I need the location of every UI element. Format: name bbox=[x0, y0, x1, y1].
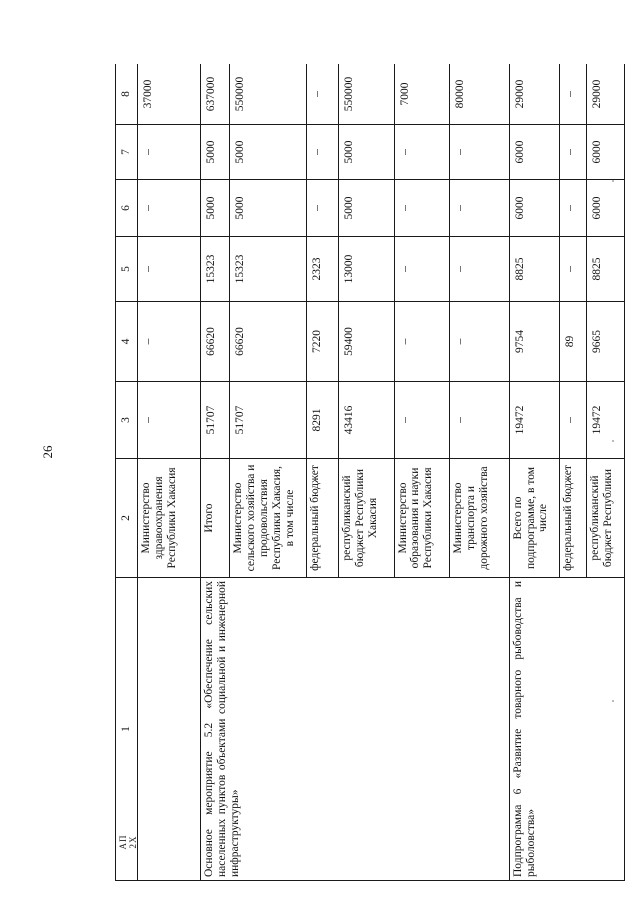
executor-cell: Итого bbox=[200, 459, 229, 578]
value-cell: – bbox=[138, 237, 201, 302]
value-cell: 29000 bbox=[509, 64, 559, 125]
program-cell: Основное мероприятие 5.2 «Обеспечение сельских населенных пунктов объектами социальной и инженерной инфраструктуры» bbox=[200, 578, 509, 881]
executor-cell: Всего по подпрограмме, в том числе bbox=[509, 459, 559, 578]
header-cell: 5 bbox=[116, 237, 138, 302]
value-cell: 7000 bbox=[394, 64, 450, 125]
value-cell: 8291 bbox=[306, 382, 338, 459]
value-cell: 43416 bbox=[339, 382, 395, 459]
table-row bbox=[138, 64, 201, 881]
value-cell: 5000 bbox=[339, 125, 395, 180]
header-cell: 6 bbox=[116, 180, 138, 237]
value-cell: 6000 bbox=[509, 180, 559, 237]
value-cell: 6000 bbox=[587, 125, 625, 180]
header-cell: 4 bbox=[116, 302, 138, 382]
table-row bbox=[509, 64, 559, 881]
budget-table-frame bbox=[115, 64, 625, 881]
header-cell: 3 bbox=[116, 382, 138, 459]
page-number: 26 bbox=[40, 445, 55, 459]
value-cell: 66620 bbox=[200, 302, 229, 382]
executor-cell: федеральный бюджет bbox=[560, 459, 587, 578]
value-cell: – bbox=[138, 302, 201, 382]
value-cell: – bbox=[450, 302, 510, 382]
budget-table bbox=[115, 64, 625, 881]
value-cell: – bbox=[138, 125, 201, 180]
value-cell: – bbox=[394, 382, 450, 459]
value-cell: 6000 bbox=[509, 125, 559, 180]
value-cell: 37000 bbox=[138, 64, 201, 125]
program-cell: Подпрограмма 6 «Развитие товарного рыбоводства и рыболовства» bbox=[509, 578, 624, 881]
value-cell: 7220 bbox=[306, 302, 338, 382]
value-cell: – bbox=[394, 180, 450, 237]
value-cell: 13000 bbox=[339, 237, 395, 302]
value-cell: 80000 bbox=[450, 64, 510, 125]
value-cell: 9665 bbox=[587, 302, 625, 382]
header-cell: 2 bbox=[116, 459, 138, 578]
header-row bbox=[116, 64, 138, 881]
footer-mark: АП 2Х bbox=[118, 834, 138, 850]
value-cell: 5000 bbox=[200, 125, 229, 180]
value-cell: 5000 bbox=[230, 125, 306, 180]
value-cell: – bbox=[560, 64, 587, 125]
value-cell: 89 bbox=[560, 302, 587, 382]
value-cell: 51707 bbox=[230, 382, 306, 459]
value-cell: – bbox=[560, 125, 587, 180]
value-cell: 66620 bbox=[230, 302, 306, 382]
value-cell: 15323 bbox=[200, 237, 229, 302]
value-cell: 19472 bbox=[587, 382, 625, 459]
value-cell: – bbox=[450, 237, 510, 302]
header-cell: 1 bbox=[116, 578, 138, 881]
header-cell: 8 bbox=[116, 64, 138, 125]
value-cell: 29000 bbox=[587, 64, 625, 125]
value-cell: – bbox=[394, 237, 450, 302]
executor-cell: республиканский бюджет Республики Хакасия bbox=[339, 459, 395, 578]
value-cell: 550000 bbox=[230, 64, 306, 125]
value-cell: 51707 bbox=[200, 382, 229, 459]
value-cell: – bbox=[394, 302, 450, 382]
value-cell: 19472 bbox=[509, 382, 559, 459]
value-cell: – bbox=[450, 382, 510, 459]
header-cell: 7 bbox=[116, 125, 138, 180]
value-cell: 15323 bbox=[230, 237, 306, 302]
value-cell: 6000 bbox=[587, 180, 625, 237]
value-cell: 2323 bbox=[306, 237, 338, 302]
value-cell: 5000 bbox=[230, 180, 306, 237]
value-cell: 5000 bbox=[200, 180, 229, 237]
value-cell: – bbox=[560, 180, 587, 237]
value-cell: – bbox=[560, 382, 587, 459]
executor-cell: республиканский бюджет Республики bbox=[587, 459, 625, 578]
value-cell: – bbox=[560, 237, 587, 302]
executor-cell: Министерство здравоохранения Республики Хакасия bbox=[138, 459, 201, 578]
value-cell: 9754 bbox=[509, 302, 559, 382]
executor-cell: Министерство транспорта и дорожного хозяйства bbox=[450, 459, 510, 578]
program-cell bbox=[138, 578, 201, 881]
value-cell: – bbox=[450, 125, 510, 180]
executor-cell: Министерство сельского хозяйства и продовольствия Республики Хакасия, в том числе bbox=[230, 459, 306, 578]
value-cell: – bbox=[138, 180, 201, 237]
value-cell: – bbox=[306, 125, 338, 180]
value-cell: 637000 bbox=[200, 64, 229, 125]
value-cell: 8825 bbox=[587, 237, 625, 302]
value-cell: – bbox=[450, 180, 510, 237]
value-cell: 59400 bbox=[339, 302, 395, 382]
value-cell: – bbox=[306, 180, 338, 237]
value-cell: – bbox=[138, 382, 201, 459]
executor-cell: федеральный бюджет bbox=[306, 459, 338, 578]
value-cell: 8825 bbox=[509, 237, 559, 302]
executor-cell: Министерство образования и науки Республики Хакасия bbox=[394, 459, 450, 578]
value-cell: – bbox=[306, 64, 338, 125]
budget-table-rotated bbox=[115, 64, 625, 881]
table-row bbox=[200, 64, 229, 881]
value-cell: – bbox=[394, 125, 450, 180]
value-cell: 550000 bbox=[339, 64, 395, 125]
value-cell: 5000 bbox=[339, 180, 395, 237]
